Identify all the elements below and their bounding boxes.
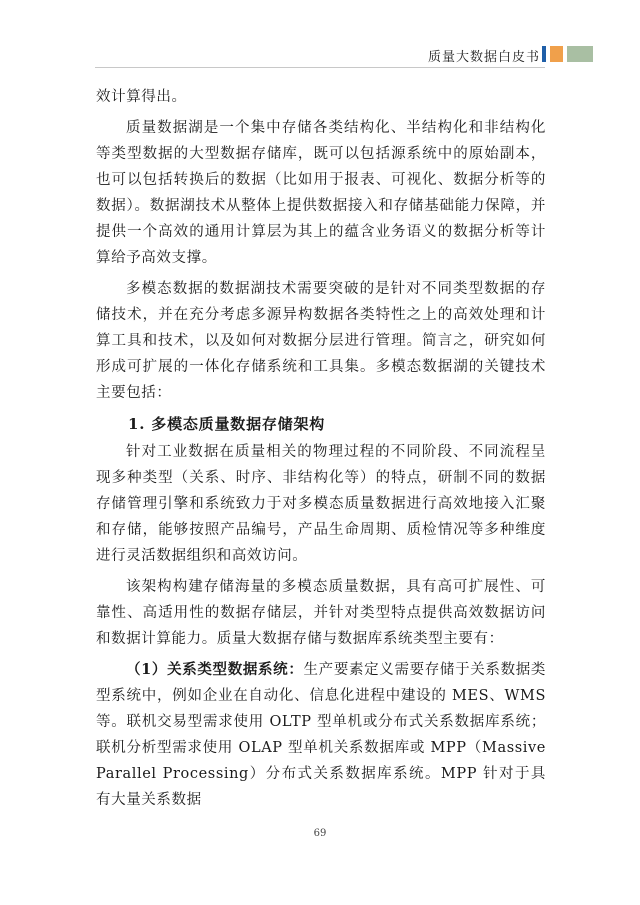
header-title: 质量大数据白皮书	[427, 50, 540, 65]
page-number: 69	[313, 828, 327, 839]
paragraph-data-lake-definition: 质量数据湖是一个集中存储各类结构化、半结构化和非结构化等类型数据的大型数据存储库，既可以包括源系统中的原始副本，也可以包括转换后的数据（比如用于报表、可视化、数据分析等的数据）。数据湖技术从整体上提供数据接入和存储基础能力保障，并提供一个高效的通用计算层为其上的蕴含业务语义的数据分析等计算给予高效支撑。	[96, 120, 546, 266]
relational-systems-label: （1）关系类型数据系统：	[126, 661, 304, 678]
section-heading: 1. 多模态质量数据存储架构	[128, 415, 326, 433]
header-color-bar-green	[567, 46, 593, 62]
header-color-bar-blue	[542, 46, 546, 62]
paragraph-relational-systems	[96, 657, 546, 813]
header-divider	[95, 67, 545, 68]
paragraph-multimodal-challenges: 多模态数据的数据湖技术需要突破的是针对不同类型数据的存储技术，并在充分考虑多源异构数据各类特性之上的高效处理和计算工具和技术，以及如何对数据分层进行管理。简言之，研究如何形成可扩展的一体化存储系统和工具集。多模态数据湖的关键技术主要包括：	[96, 281, 546, 401]
paragraph-continuation: 效计算得出。	[96, 89, 187, 105]
paragraph-storage-engine: 针对工业数据在质量相关的物理过程的不同阶段、不同流程呈现多种类型（关系、时序、非结构化等）的特点，研制不同的数据存储管理引擎和系统致力于对多模态质量数据进行高效地接入汇聚和存储，能够按照产品编号，产品生命周期、质检情况等多种维度进行灵活数据组织和高效访问。	[96, 444, 546, 564]
page-header	[0, 38, 640, 66]
header-color-bar-orange	[550, 46, 563, 62]
page-body	[96, 84, 546, 818]
relational-systems-text: 生产要素定义需要存储于关系数据类型系统中，例如企业在自动化、信息化进程中建设的 MES、WMS 等。联机交易型需求使用 OLTP 型单机或分布式关系数据库系统；联机分析型需求使用 OLAP 型单机关系数据库或 MPP（Massive Parallel Processing）分布式关系数据库系统。MPP 针对于具有大量关系数据	[96, 662, 546, 808]
paragraph-architecture: 该架构构建存储海量的多模态质量数据，具有高可扩展性、可靠性、高适用性的数据存储层，并针对类型特点提供高效数据访问和数据计算能力。质量大数据存储与数据库系统类型主要有：	[96, 579, 546, 647]
